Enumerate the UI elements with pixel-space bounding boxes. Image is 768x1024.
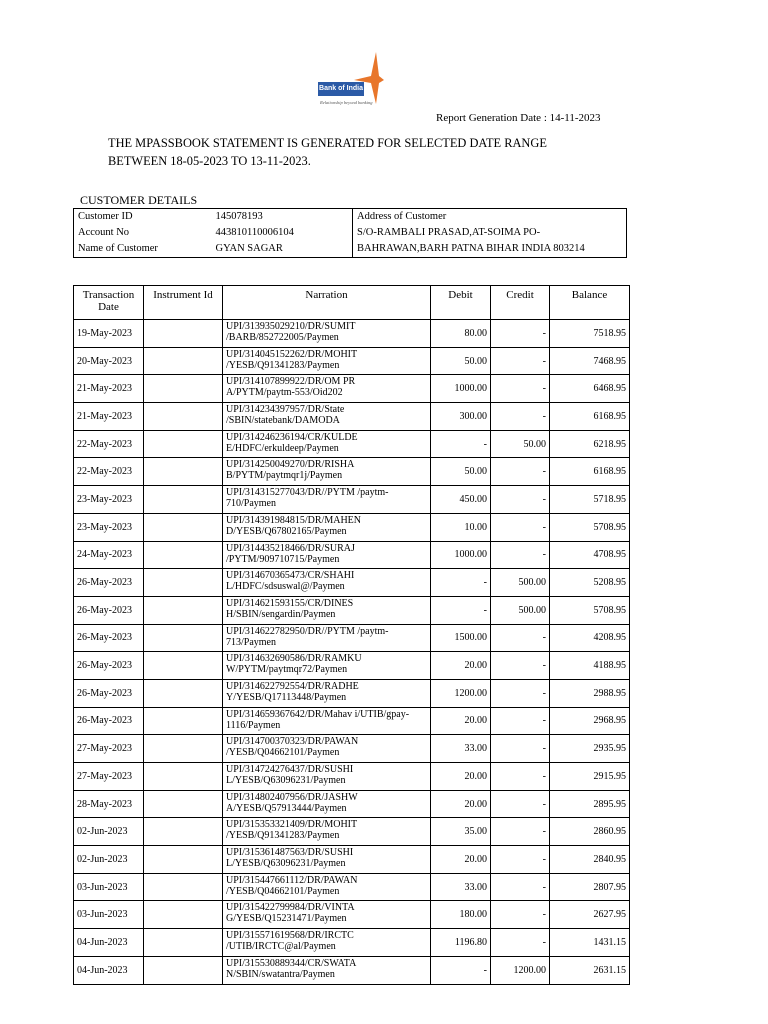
credit-cell: -	[491, 763, 550, 791]
credit-cell: -	[491, 735, 550, 763]
transaction-date-cell: 27-May-2023	[74, 735, 144, 763]
transaction-date-cell: 04-Jun-2023	[74, 956, 144, 984]
balance-cell: 6468.95	[550, 375, 630, 403]
credit-cell: -	[491, 320, 550, 348]
narration-cell: UPI/314435218466/DR/SURAJ /PYTM/909710715/Paymen	[223, 541, 431, 569]
debit-cell: 50.00	[431, 458, 491, 486]
transaction-date-cell: 21-May-2023	[74, 403, 144, 431]
table-row	[74, 320, 630, 348]
instrument-id-cell	[144, 956, 223, 984]
transaction-date-cell: 28-May-2023	[74, 790, 144, 818]
table-row	[74, 569, 630, 597]
header-balance: Balance	[550, 286, 630, 320]
debit-cell: 20.00	[431, 846, 491, 874]
table-row	[74, 707, 630, 735]
narration-cell: UPI/314250049270/DR/RISHA B/PYTM/paytmqr1j/Paymen	[223, 458, 431, 486]
debit-cell: 20.00	[431, 652, 491, 680]
debit-cell: 1196.80	[431, 929, 491, 957]
instrument-id-cell	[144, 320, 223, 348]
instrument-id-cell	[144, 790, 223, 818]
table-row	[74, 652, 630, 680]
account-no-value: 443810110006104	[215, 227, 294, 238]
transaction-date-cell: 23-May-2023	[74, 513, 144, 541]
account-no-row	[74, 225, 627, 241]
instrument-id-cell	[144, 541, 223, 569]
narration-cell: UPI/315530889344/CR/SWATA N/SBIN/swatantra/Paymen	[223, 956, 431, 984]
credit-cell: -	[491, 873, 550, 901]
debit-cell: 1500.00	[431, 624, 491, 652]
balance-cell: 2988.95	[550, 679, 630, 707]
logo-tagline: Relationship beyond banking	[320, 100, 373, 105]
table-row	[74, 541, 630, 569]
transaction-date-cell: 26-May-2023	[74, 707, 144, 735]
account-no-label: Account No	[78, 227, 130, 238]
debit-cell: 33.00	[431, 873, 491, 901]
transaction-date-cell: 21-May-2023	[74, 375, 144, 403]
transaction-date-cell: 20-May-2023	[74, 347, 144, 375]
table-row	[74, 735, 630, 763]
instrument-id-cell	[144, 375, 223, 403]
balance-cell: 2860.95	[550, 818, 630, 846]
debit-cell: 20.00	[431, 790, 491, 818]
narration-cell: UPI/314045152262/DR/MOHIT /YESB/Q91341283/Paymen	[223, 347, 431, 375]
narration-cell: UPI/314659367642/DR/Mahav i/UTIB/gpay- 1116/Paymen	[223, 707, 431, 735]
table-row	[74, 486, 630, 514]
transaction-date-cell: 03-Jun-2023	[74, 901, 144, 929]
transaction-date-cell: 22-May-2023	[74, 430, 144, 458]
balance-cell: 6168.95	[550, 458, 630, 486]
customer-details-table	[73, 208, 627, 258]
table-row	[74, 818, 630, 846]
instrument-id-cell	[144, 818, 223, 846]
credit-cell: -	[491, 403, 550, 431]
narration-cell: UPI/314724276437/DR/SUSHI L/YESB/Q63096231/Paymen	[223, 763, 431, 791]
instrument-id-cell	[144, 486, 223, 514]
credit-cell: 50.00	[491, 430, 550, 458]
balance-cell: 5208.95	[550, 569, 630, 597]
table-row	[74, 513, 630, 541]
credit-cell: -	[491, 818, 550, 846]
instrument-id-cell	[144, 430, 223, 458]
statement-headline: THE MPASSBOOK STATEMENT IS GENERATED FOR SELECTED DATE RANGE BETWEEN 18-05-2023 TO 13-11-2023.	[108, 136, 547, 168]
customer-details-title: CUSTOMER DETAILS	[80, 193, 198, 207]
bank-logo	[318, 52, 380, 110]
transaction-date-cell: 04-Jun-2023	[74, 929, 144, 957]
narration-cell: UPI/314622792554/DR/RADHE Y/YESB/Q17113448/Paymen	[223, 679, 431, 707]
header-credit: Credit	[491, 286, 550, 320]
balance-cell: 4208.95	[550, 624, 630, 652]
credit-cell: -	[491, 486, 550, 514]
instrument-id-cell	[144, 735, 223, 763]
header-narration: Narration	[223, 286, 431, 320]
balance-cell: 5708.95	[550, 596, 630, 624]
star-icon	[354, 52, 384, 104]
table-row	[74, 375, 630, 403]
table-row	[74, 679, 630, 707]
instrument-id-cell	[144, 929, 223, 957]
transaction-date-cell: 26-May-2023	[74, 569, 144, 597]
address-line-2: BAHRAWAN,BARH PATNA BIHAR INDIA 803214	[353, 241, 627, 258]
transaction-header-row	[74, 286, 630, 320]
customer-id-label: Customer ID	[78, 211, 133, 222]
customer-id-row	[74, 209, 627, 226]
debit-cell: 20.00	[431, 763, 491, 791]
debit-cell: 50.00	[431, 347, 491, 375]
debit-cell: -	[431, 956, 491, 984]
instrument-id-cell	[144, 846, 223, 874]
table-row	[74, 846, 630, 874]
credit-cell: -	[491, 707, 550, 735]
customer-id-value: 145078193	[215, 211, 263, 222]
narration-cell: UPI/314315277043/DR//PYTM /paytm- 710/Paymen	[223, 486, 431, 514]
instrument-id-cell	[144, 347, 223, 375]
credit-cell: -	[491, 375, 550, 403]
address-label: Address of Customer	[353, 209, 627, 226]
balance-cell: 4708.95	[550, 541, 630, 569]
table-row	[74, 624, 630, 652]
debit-cell: 1000.00	[431, 375, 491, 403]
debit-cell: 80.00	[431, 320, 491, 348]
table-row	[74, 458, 630, 486]
header-instrument-id: Instrument Id	[144, 286, 223, 320]
balance-cell: 2840.95	[550, 846, 630, 874]
narration-cell: UPI/314391984815/DR/MAHEN D/YESB/Q67802165/Paymen	[223, 513, 431, 541]
narration-cell: UPI/315353321409/DR/MOHIT /YESB/Q91341283/Paymen	[223, 818, 431, 846]
narration-cell: UPI/314107899922/DR/OM PR A/PYTM/paytm-553/Oid202	[223, 375, 431, 403]
balance-cell: 2627.95	[550, 901, 630, 929]
debit-cell: -	[431, 569, 491, 597]
transaction-date-cell: 02-Jun-2023	[74, 846, 144, 874]
narration-cell: UPI/315571619568/DR/IRCTC /UTIB/IRCTC@al/Paymen	[223, 929, 431, 957]
table-row	[74, 790, 630, 818]
narration-cell: UPI/315361487563/DR/SUSHI L/YESB/Q63096231/Paymen	[223, 846, 431, 874]
narration-cell: UPI/314234397957/DR/State /SBIN/statebank/DAMODA	[223, 403, 431, 431]
debit-cell: -	[431, 596, 491, 624]
balance-cell: 7468.95	[550, 347, 630, 375]
instrument-id-cell	[144, 513, 223, 541]
table-row	[74, 763, 630, 791]
address-line-1: S/O-RAMBALI PRASAD,AT-SOIMA PO-	[353, 225, 627, 241]
narration-cell: UPI/314621593155/CR/DINES H/SBIN/sengardin/Paymen	[223, 596, 431, 624]
table-row	[74, 901, 630, 929]
balance-cell: 2935.95	[550, 735, 630, 763]
credit-cell: 500.00	[491, 569, 550, 597]
table-row	[74, 430, 630, 458]
balance-cell: 2807.95	[550, 873, 630, 901]
balance-cell: 6168.95	[550, 403, 630, 431]
customer-name-row	[74, 241, 627, 258]
balance-cell: 5718.95	[550, 486, 630, 514]
credit-cell: -	[491, 624, 550, 652]
instrument-id-cell	[144, 624, 223, 652]
debit-cell: 1200.00	[431, 679, 491, 707]
narration-cell: UPI/315422799984/DR/VINTA G/YESB/Q15231471/Paymen	[223, 901, 431, 929]
table-row	[74, 403, 630, 431]
debit-cell: -	[431, 430, 491, 458]
credit-cell: -	[491, 929, 550, 957]
debit-cell: 20.00	[431, 707, 491, 735]
debit-cell: 33.00	[431, 735, 491, 763]
narration-cell: UPI/314670365473/CR/SHAHI L/HDFC/sdsuswal@/Paymen	[223, 569, 431, 597]
debit-cell: 300.00	[431, 403, 491, 431]
debit-cell: 10.00	[431, 513, 491, 541]
transaction-date-cell: 23-May-2023	[74, 486, 144, 514]
credit-cell: 500.00	[491, 596, 550, 624]
customer-name-value: GYAN SAGAR	[215, 243, 283, 254]
balance-cell: 2895.95	[550, 790, 630, 818]
transaction-date-cell: 22-May-2023	[74, 458, 144, 486]
customer-name-label: Name of Customer	[78, 243, 158, 254]
narration-cell: UPI/313935029210/DR/SUMIT /BARB/852722005/Paymen	[223, 320, 431, 348]
credit-cell: -	[491, 458, 550, 486]
debit-cell: 450.00	[431, 486, 491, 514]
transaction-date-cell: 19-May-2023	[74, 320, 144, 348]
instrument-id-cell	[144, 596, 223, 624]
instrument-id-cell	[144, 901, 223, 929]
instrument-id-cell	[144, 403, 223, 431]
credit-cell: -	[491, 790, 550, 818]
debit-cell: 180.00	[431, 901, 491, 929]
credit-cell: 1200.00	[491, 956, 550, 984]
table-row	[74, 873, 630, 901]
table-row	[74, 929, 630, 957]
transaction-date-cell: 26-May-2023	[74, 679, 144, 707]
debit-cell: 35.00	[431, 818, 491, 846]
balance-cell: 4188.95	[550, 652, 630, 680]
instrument-id-cell	[144, 679, 223, 707]
transaction-date-cell: 24-May-2023	[74, 541, 144, 569]
transaction-date-cell: 27-May-2023	[74, 763, 144, 791]
credit-cell: -	[491, 901, 550, 929]
instrument-id-cell	[144, 763, 223, 791]
credit-cell: -	[491, 541, 550, 569]
balance-cell: 7518.95	[550, 320, 630, 348]
credit-cell: -	[491, 679, 550, 707]
transaction-date-cell: 02-Jun-2023	[74, 818, 144, 846]
narration-cell: UPI/314802407956/DR/JASHW A/YESB/Q57913444/Paymen	[223, 790, 431, 818]
balance-cell: 1431.15	[550, 929, 630, 957]
narration-cell: UPI/315447661112/DR/PAWAN /YESB/Q04662101/Paymen	[223, 873, 431, 901]
table-row	[74, 596, 630, 624]
debit-cell: 1000.00	[431, 541, 491, 569]
balance-cell: 2631.15	[550, 956, 630, 984]
transaction-date-cell: 03-Jun-2023	[74, 873, 144, 901]
instrument-id-cell	[144, 652, 223, 680]
narration-cell: UPI/314632690586/DR/RAMKU W/PYTM/paytmqr72/Paymen	[223, 652, 431, 680]
report-generation-date: Report Generation Date : 14-11-2023	[436, 112, 601, 124]
instrument-id-cell	[144, 873, 223, 901]
credit-cell: -	[491, 846, 550, 874]
table-row	[74, 347, 630, 375]
instrument-id-cell	[144, 458, 223, 486]
narration-cell: UPI/314700370323/DR/PAWAN /YESB/Q04662101/Paymen	[223, 735, 431, 763]
transaction-date-cell: 26-May-2023	[74, 596, 144, 624]
instrument-id-cell	[144, 569, 223, 597]
transaction-date-cell: 26-May-2023	[74, 652, 144, 680]
transaction-date-cell: 26-May-2023	[74, 624, 144, 652]
credit-cell: -	[491, 513, 550, 541]
instrument-id-cell	[144, 707, 223, 735]
credit-cell: -	[491, 347, 550, 375]
header-transaction-date: Transaction Date	[74, 286, 144, 320]
transaction-table	[73, 285, 630, 985]
transaction-rows	[74, 320, 630, 985]
narration-cell: UPI/314622782950/DR//PYTM /paytm- 713/Paymen	[223, 624, 431, 652]
balance-cell: 2915.95	[550, 763, 630, 791]
table-row	[74, 956, 630, 984]
balance-cell: 5708.95	[550, 513, 630, 541]
logo-wordmark: Bank of India	[318, 82, 364, 96]
balance-cell: 2968.95	[550, 707, 630, 735]
balance-cell: 6218.95	[550, 430, 630, 458]
credit-cell: -	[491, 652, 550, 680]
narration-cell: UPI/314246236194/CR/KULDE E/HDFC/erkuldeep/Paymen	[223, 430, 431, 458]
header-debit: Debit	[431, 286, 491, 320]
